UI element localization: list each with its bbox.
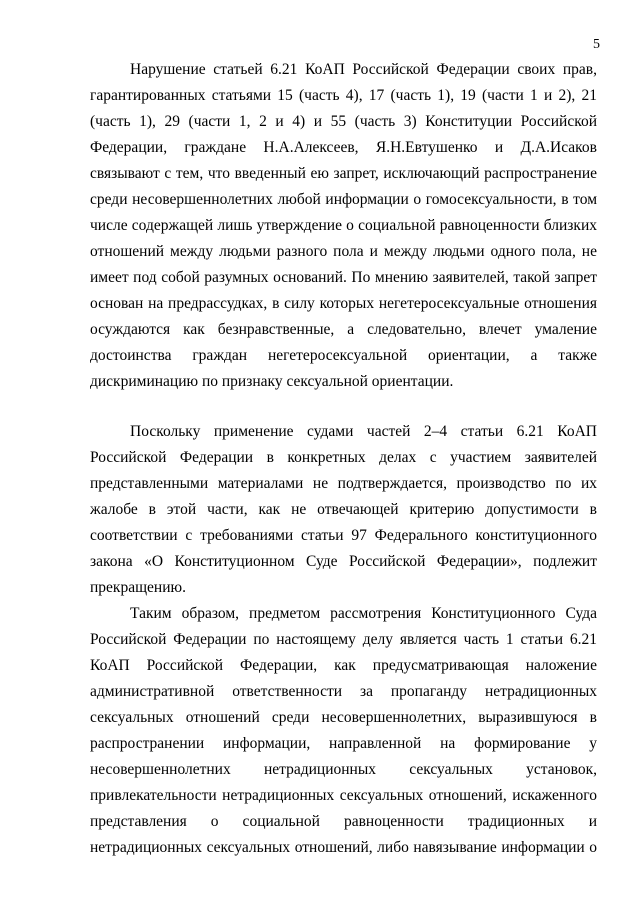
text-line: жалобе в этой части, как не отвечающей критерию допустимости в: [90, 501, 597, 518]
text-line: числе содержащей лишь утверждение о социальной равноценности близких: [90, 217, 597, 234]
text-line: Таким образом, предметом рассмотрения Конституционного Суда: [130, 605, 597, 622]
text-line: представленными материалами не подтверждается, производство по их: [90, 475, 597, 492]
text-line: осуждаются как безнравственные, а следовательно, влечет умаление: [90, 321, 597, 338]
text-line: имеет под собой разумных оснований. По мнению заявителей, такой запрет: [90, 269, 597, 286]
text-line: нетрадиционных сексуальных отношений, либо навязывание информации о: [90, 839, 597, 856]
text-line: Поскольку применение судами частей 2–4 статьи 6.21 КоАП: [130, 423, 597, 440]
text-line: представления о социальной равноценности традиционных и: [90, 813, 597, 830]
page-number: 5: [593, 37, 600, 52]
text-line: Нарушение статьей 6.21 КоАП Российской Федерации своих прав,: [130, 61, 597, 78]
text-line: соответствии с требованиями статьи 97 Федерального конституционного: [90, 527, 597, 544]
text-line: привлекательности нетрадиционных сексуальных отношений, искаженного: [90, 787, 597, 804]
text-line: несовершеннолетних нетрадиционных сексуальных установок,: [90, 761, 597, 778]
text-line: административной ответственности за пропаганду нетрадиционных: [90, 683, 597, 700]
text-line: закона «О Конституционном Суде Российской Федерации», подлежит: [90, 553, 597, 570]
text-line: гарантированных статьями 15 (часть 4), 17 (часть 1), 19 (части 1 и 2), 21: [90, 87, 597, 104]
text-line: Российской Федерации в конкретных делах с участием заявителей: [90, 449, 597, 466]
text-line: дискриминацию по признаку сексуальной ориентации.: [90, 373, 454, 390]
text-line: Федерации, граждане Н.А.Алексеев, Я.Н.Евтушенко и Д.А.Исаков: [90, 139, 597, 156]
text-line: прекращению.: [90, 579, 186, 596]
text-line: отношений между людьми разного пола и между людьми одного пола, не: [90, 243, 597, 260]
text-line: связывают с тем, что введенный ею запрет, исключающий распространение: [90, 165, 597, 182]
text-line: (часть 1), 29 (части 1, 2 и 4) и 55 (часть 3) Конституции Российской: [90, 113, 597, 130]
text-line: распространении информации, направленной на формирование у: [90, 735, 597, 752]
text-line: основан на предрассудках, в силу которых негетеросексуальные отношения: [90, 295, 597, 312]
text-line: среди несовершеннолетних любой информации о гомосексуальности, в том: [90, 191, 597, 208]
text-line: Российской Федерации по настоящему делу является часть 1 статьи 6.21: [90, 631, 597, 648]
text-line: сексуальных отношений среди несовершеннолетних, выразившуюся в: [90, 709, 597, 726]
text-line: достоинства граждан негетеросексуальной ориентации, а также: [90, 347, 597, 364]
text-line: КоАП Российской Федерации, как предусматривающая наложение: [90, 657, 597, 674]
